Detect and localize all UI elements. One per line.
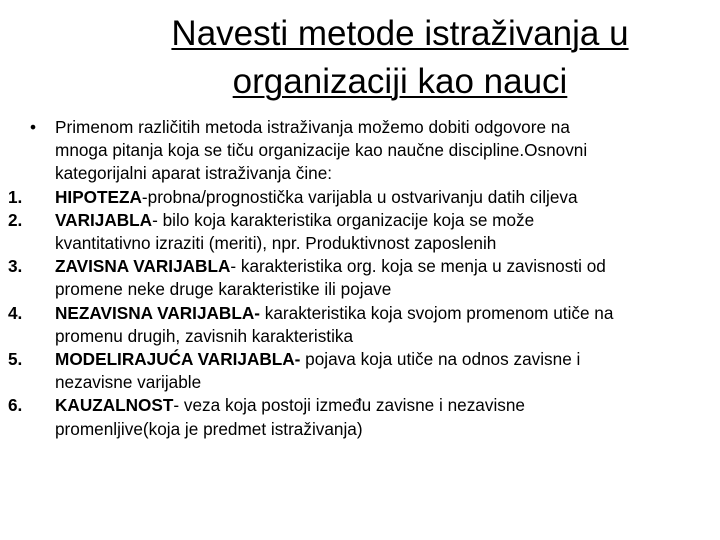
intro-line-3: kategorijalni aparat istraživanja čine:	[55, 163, 333, 184]
item-text	[55, 302, 715, 348]
bullet-marker: •	[30, 117, 37, 137]
item-number: 3.	[8, 256, 23, 277]
list-item-varijabla	[0, 209, 720, 255]
item-line-1	[55, 186, 715, 209]
item-term: KAUZALNOST	[55, 395, 174, 416]
item-line-2: promenu drugih, zavisnih karakteristika	[55, 325, 354, 346]
item-line-2: promene neke druge karakteristike ili pojave	[55, 279, 392, 300]
item-term: NEZAVISNA VARIJABLA-	[55, 302, 260, 323]
item-line-1	[55, 255, 715, 278]
item-line-1	[55, 209, 715, 232]
item-description: pojava koja utiče na odnos zavisne i	[300, 349, 581, 370]
item-line-2: kvantitativno izraziti (meriti), npr. Produktivnost zaposlenih	[55, 233, 497, 254]
item-number: 4.	[8, 302, 23, 323]
slide-title	[40, 10, 720, 106]
intro-paragraph	[0, 116, 720, 186]
item-line-1	[55, 302, 715, 325]
intro-line-2: mnoga pitanja koja se tiču organizacije kao naučne discipline.Osnovni	[55, 140, 588, 161]
slide-title-line-1: Navesti metode istraživanja u	[171, 14, 629, 53]
item-description: - veza koja postoji između zavisne i nezavisne	[173, 395, 525, 416]
item-description: - karakteristika org. koja se menja u zavisnosti od	[230, 256, 606, 277]
intro-text	[55, 116, 715, 186]
item-text	[55, 348, 715, 394]
item-number: 5.	[8, 349, 23, 370]
item-line-1	[55, 394, 715, 417]
list-item-kauzalnost	[0, 394, 720, 440]
item-description: - bilo koja karakteristika organizacije koja se može	[152, 209, 535, 230]
item-term: HIPOTEZA	[55, 186, 142, 207]
item-term: VARIJABLA	[55, 209, 153, 230]
item-number: 2.	[8, 209, 23, 230]
list-item-hipoteza	[0, 186, 720, 209]
item-text	[55, 186, 715, 209]
item-text	[55, 255, 715, 301]
item-line-2: nezavisne varijable	[55, 372, 202, 393]
item-text	[55, 209, 715, 255]
item-number: 6.	[8, 395, 23, 416]
item-description: -probna/prognostička varijabla u ostvarivanju datih ciljeva	[141, 186, 578, 207]
slide-title-line-2: organizaciji kao nauci	[232, 62, 568, 101]
content-list	[0, 116, 720, 441]
item-line-1	[55, 348, 715, 371]
list-item-modelirajuca-varijabla	[0, 348, 720, 394]
item-description: karakteristika koja svojom promenom utiče na	[259, 302, 614, 323]
item-term: ZAVISNA VARIJABLA	[55, 256, 231, 277]
item-number: 1.	[8, 186, 23, 207]
item-text	[55, 394, 715, 440]
intro-line-1: Primenom različitih metoda istraživanja možemo dobiti odgovore na	[55, 117, 570, 137]
list-item-zavisna-varijabla	[0, 255, 720, 301]
item-line-2: promenljive(koja je predmet istraživanja)	[55, 418, 363, 439]
list-item-nezavisna-varijabla	[0, 302, 720, 348]
item-term: MODELIRAJUĆA VARIJABLA-	[55, 349, 301, 370]
